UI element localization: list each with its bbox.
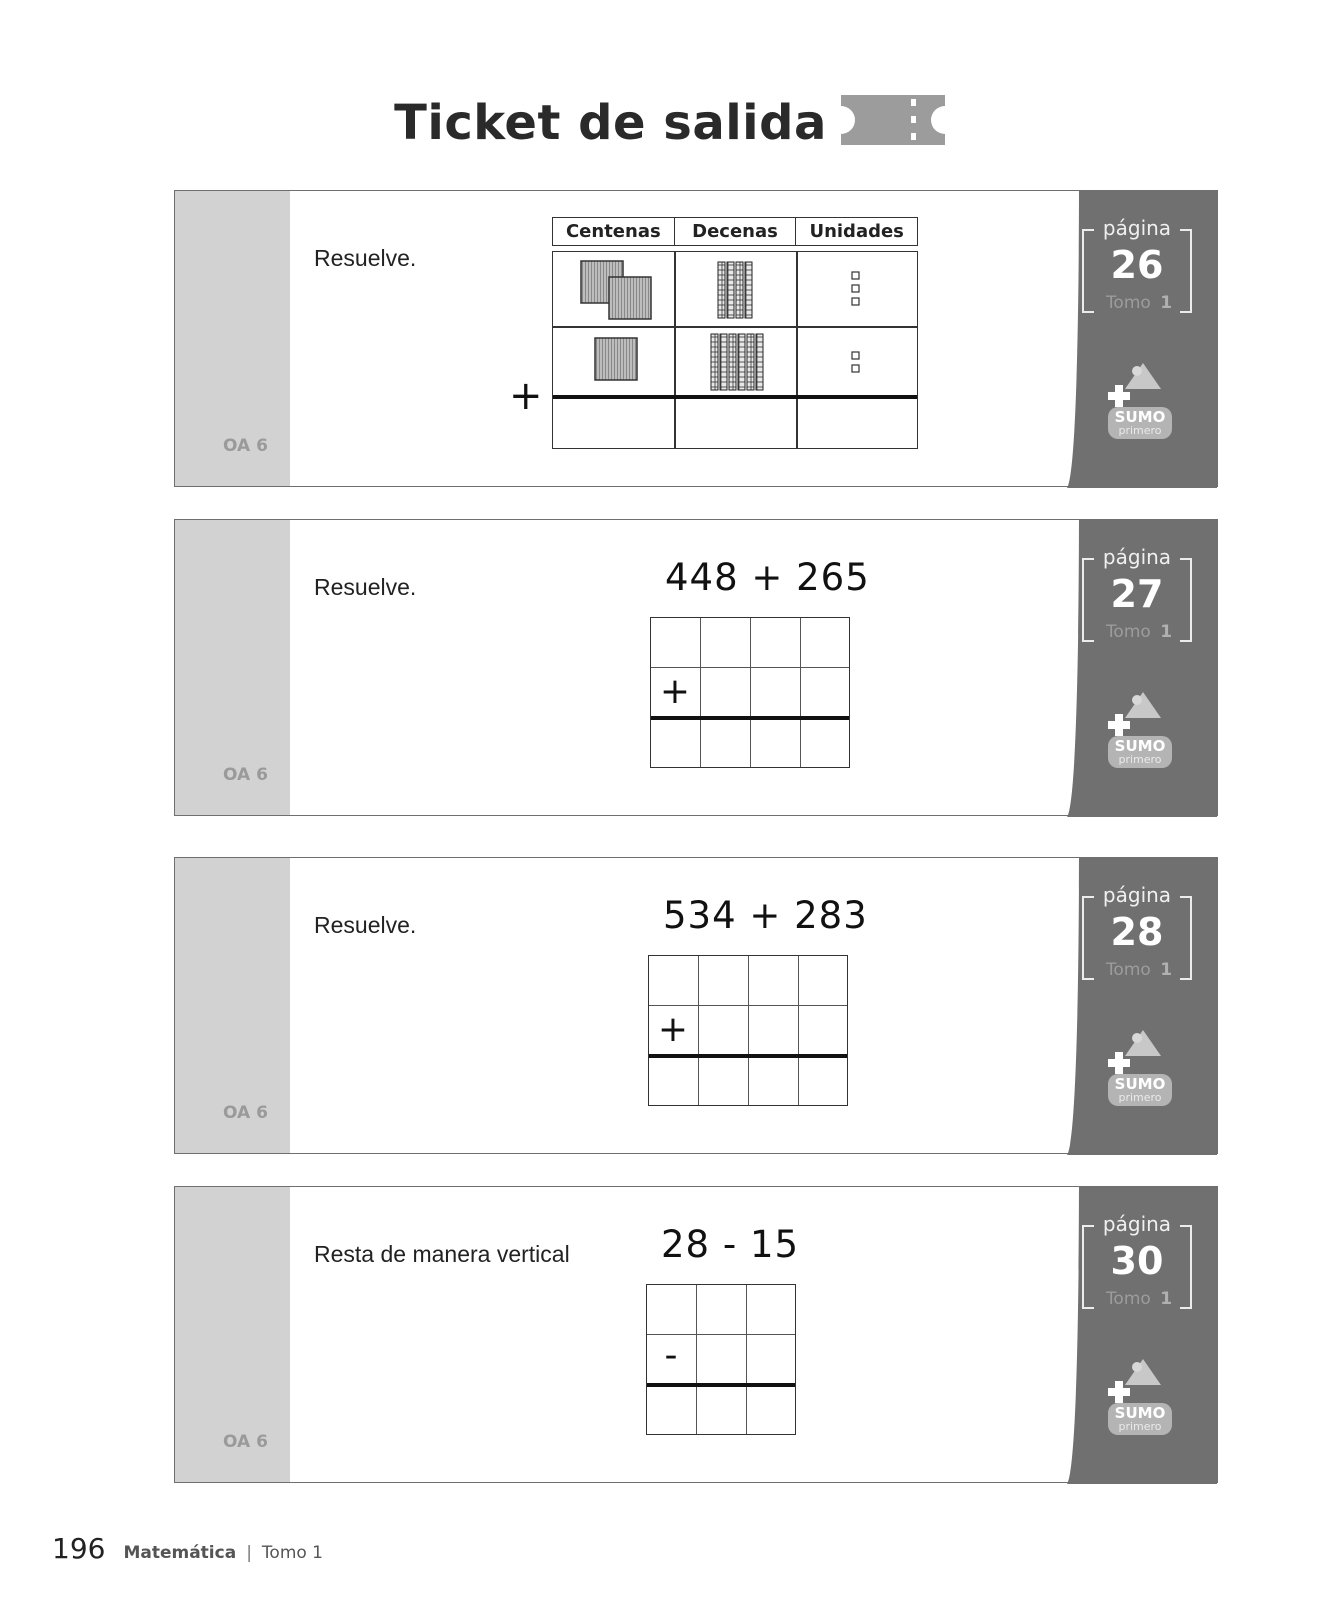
- logo-line2: primero: [1118, 424, 1162, 437]
- math-expression: 28 - 15: [661, 1223, 800, 1266]
- oa-label: OA 6: [223, 765, 268, 785]
- page-reference: [1082, 1212, 1192, 1309]
- sumo-primero-logo: [1103, 688, 1179, 772]
- oa-label: OA 6: [223, 1432, 268, 1452]
- page-reference: [1082, 883, 1192, 980]
- footer-separator: |: [246, 1543, 252, 1563]
- exit-ticket-1: [174, 190, 1218, 487]
- addition-grid[interactable]: [650, 617, 850, 768]
- page-number: 27: [1110, 572, 1164, 616]
- plus-sign: +: [657, 1009, 689, 1050]
- ten-rods-row1[interactable]: [716, 260, 758, 320]
- oa-label: OA 6: [223, 1103, 268, 1123]
- page-reference-sidebar: [1067, 191, 1217, 486]
- logo-line2: primero: [1118, 753, 1162, 766]
- page-reference-sidebar: [1067, 858, 1217, 1153]
- minus-sign: -: [664, 1335, 678, 1376]
- page-reference-sidebar: [1067, 1187, 1217, 1482]
- tomo-label: Tomo: [1102, 960, 1155, 980]
- page-header: [0, 88, 1339, 158]
- tomo-label: Tomo: [1102, 1289, 1155, 1309]
- page-label: página: [1100, 883, 1174, 907]
- unit-cubes-row2[interactable]: [849, 349, 863, 377]
- hundred-blocks-row1[interactable]: [579, 259, 653, 321]
- page-label: página: [1100, 216, 1174, 240]
- page-reference: [1082, 545, 1192, 642]
- sumo-primero-logo: [1103, 1355, 1179, 1439]
- ten-rods-row2[interactable]: [709, 332, 767, 394]
- page-number: 28: [1110, 910, 1164, 954]
- instruction: Resuelve.: [314, 912, 417, 938]
- logo-line1: SUMO: [1114, 1404, 1166, 1422]
- math-expression: 448 + 265: [665, 556, 870, 599]
- logo-line2: primero: [1118, 1420, 1162, 1433]
- exit-ticket-2: [174, 519, 1218, 816]
- instruction: Resuelve.: [314, 574, 417, 600]
- exit-ticket-3: [174, 857, 1218, 1154]
- page-reference: [1082, 216, 1192, 313]
- page-label: página: [1100, 1212, 1174, 1236]
- hundred-blocks-row2[interactable]: [593, 336, 639, 382]
- footer-page-number: 196: [52, 1532, 106, 1565]
- addition-grid[interactable]: [648, 955, 848, 1106]
- tomo-number: 1: [1160, 293, 1173, 313]
- logo-line1: SUMO: [1114, 737, 1166, 755]
- plus-sign: +: [659, 671, 691, 712]
- tomo-number: 1: [1160, 960, 1173, 980]
- instruction: Resuelve.: [314, 245, 417, 271]
- tomo-label: Tomo: [1102, 622, 1155, 642]
- tomo-number: 1: [1160, 622, 1173, 642]
- exit-ticket-4: [174, 1186, 1218, 1483]
- page-title: Ticket de salida: [394, 95, 827, 151]
- oa-label: OA 6: [223, 436, 268, 456]
- math-expression: 534 + 283: [663, 894, 868, 937]
- page-reference-sidebar: [1067, 520, 1217, 815]
- sumo-primero-logo: [1103, 1026, 1179, 1110]
- header-unidades: Unidades: [795, 218, 917, 245]
- instruction: Resta de manera vertical: [314, 1241, 570, 1267]
- header-decenas: Decenas: [674, 218, 796, 245]
- page-footer: [52, 1532, 323, 1565]
- plus-sign: +: [509, 373, 543, 419]
- place-value-table: [552, 251, 918, 449]
- unit-cubes-row1[interactable]: [849, 269, 863, 309]
- page-label: página: [1100, 545, 1174, 569]
- logo-line2: primero: [1118, 1091, 1162, 1104]
- tomo-number: 1: [1160, 1289, 1173, 1309]
- place-value-header: [552, 217, 918, 246]
- page-number: 30: [1110, 1239, 1164, 1283]
- subtraction-grid[interactable]: [646, 1284, 796, 1435]
- footer-volume: Tomo 1: [261, 1543, 323, 1563]
- page-number: 26: [1110, 243, 1164, 287]
- logo-line1: SUMO: [1114, 408, 1166, 426]
- footer-subject: Matemática: [123, 1543, 237, 1563]
- sumo-primero-logo: [1103, 359, 1179, 443]
- ticket-icon: [841, 95, 945, 145]
- header-centenas: Centenas: [565, 221, 661, 242]
- logo-line1: SUMO: [1114, 1075, 1166, 1093]
- tomo-label: Tomo: [1102, 293, 1155, 313]
